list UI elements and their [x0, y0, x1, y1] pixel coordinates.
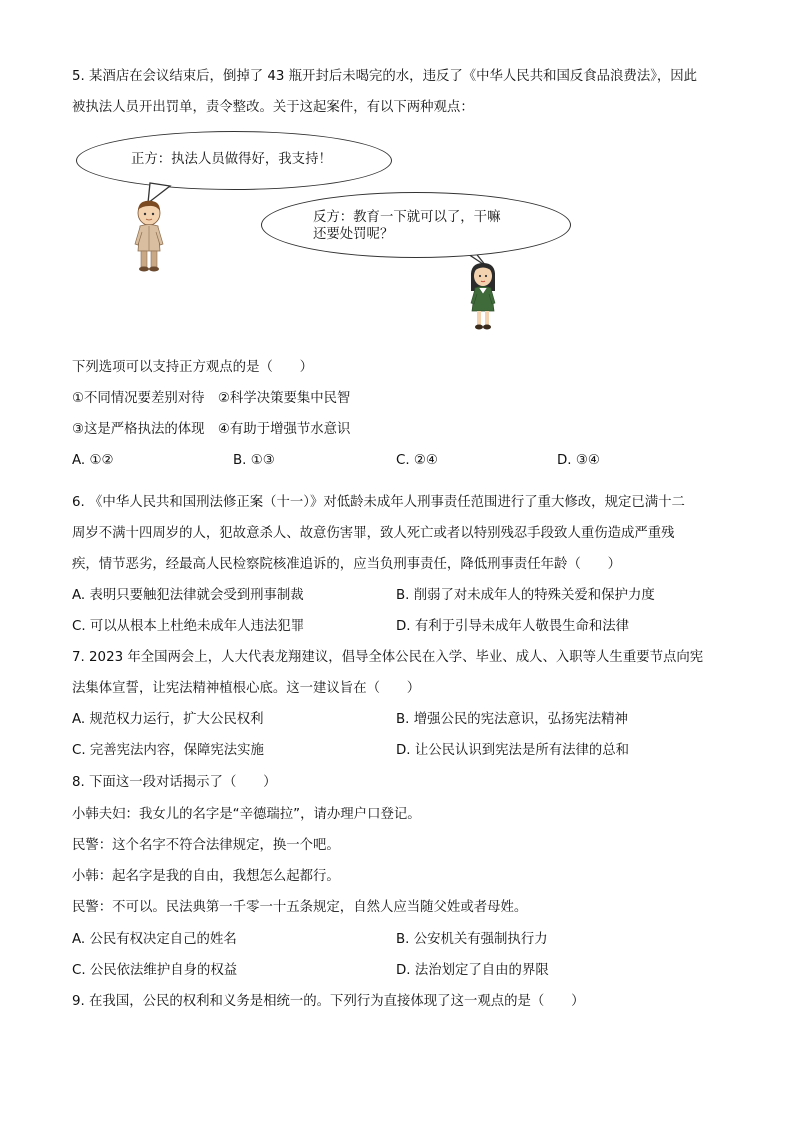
- q8-dialog-line: 民警：不可以。民法典第一千零一十五条规定，自然人应当随父姓或者母姓。: [72, 900, 528, 915]
- q6-stem-line1: 6. 《中华人民共和国刑法修正案（十一）》对低龄未成年人刑事责任范围进行了重大修改，规定已满十二: [72, 495, 685, 510]
- q5-option-d[interactable]: D. ③④: [557, 453, 600, 468]
- girl-illustration: [466, 261, 500, 333]
- q5-stem-line1: 5. 某酒店在会议结束后，倒掉了 43 瓶开封后未喝完的水，违反了《中华人民共和国反食品浪费法》，因此: [72, 69, 698, 84]
- q7-stem-line1: 7. 2023 年全国两会上，人大代表龙翔建议，倡导全体公民在入学、毕业、成人、入职等人生重要节点向宪: [72, 650, 704, 665]
- q8-dialog-line: 小韩夫妇：我女儿的名字是“辛德瑞拉”，请办理户口登记。: [72, 807, 421, 822]
- q5-option-b[interactable]: B. ①③: [233, 453, 275, 468]
- q6-option-a[interactable]: A. 表明只要触犯法律就会受到刑事制裁: [72, 588, 304, 603]
- boy-illustration: [129, 199, 169, 274]
- q7-stem-line2: 法集体宣誓，让宪法精神植根心底。这一建议旨在（ ）: [72, 681, 421, 696]
- bubble-con-text-line1: 反方：教育一下就可以了，干嘛: [313, 210, 501, 225]
- q6-stem-line3: 疾，情节恶劣，经最高人民检察院核准追诉的，应当负刑事责任，降低刑事责任年龄（ ）: [72, 557, 622, 572]
- q7-option-c[interactable]: C. 完善宪法内容，保障宪法实施: [72, 743, 264, 758]
- q7-option-d[interactable]: D. 让公民认识到宪法是所有法律的总和: [396, 743, 630, 758]
- q6-option-c[interactable]: C. 可以从根本上杜绝未成年人违法犯罪: [72, 619, 305, 634]
- q7-option-b[interactable]: B. 增强公民的宪法意识，弘扬宪法精神: [396, 712, 628, 727]
- q6-stem-line2: 周岁不满十四周岁的人，犯故意杀人、故意伤害罪，致人死亡或者以特别残忍手段致人重伤造成严重残: [72, 526, 675, 541]
- q5-items-line1: ①不同情况要差别对待 ②科学决策要集中民智: [72, 391, 351, 406]
- q6-option-d[interactable]: D. 有利于引导未成年人敬畏生命和法律: [396, 619, 630, 634]
- q5-option-a[interactable]: A. ①②: [72, 453, 114, 468]
- q5-option-c[interactable]: C. ②④: [396, 453, 438, 468]
- q8-option-a[interactable]: A. 公民有权决定自己的姓名: [72, 932, 237, 947]
- q5-question: 下列选项可以支持正方观点的是（ ）: [72, 360, 314, 375]
- q9-stem: 9. 在我国，公民的权利和义务是相统一的。下列行为直接体现了这一观点的是（ ）: [72, 994, 585, 1009]
- q8-dialog-line: 小韩：起名字是我的自由，我想怎么起都行。: [72, 869, 340, 884]
- q7-option-a[interactable]: A. 规范权力运行，扩大公民权利: [72, 712, 264, 727]
- q8-option-b[interactable]: B. 公安机关有强制执行力: [396, 932, 548, 947]
- q6-option-b[interactable]: B. 削弱了对未成年人的特殊关爱和保护力度: [396, 588, 655, 603]
- q5-stem-line2: 被执法人员开出罚单，责令整改。关于这起案件，有以下两种观点：: [72, 100, 474, 115]
- q5-items-line2: ③这是严格执法的体现 ④有助于增强节水意识: [72, 422, 351, 437]
- bubble-con-text-line2: 还要处罚呢？: [313, 227, 394, 242]
- bubble-pro-text: 正方：执法人员做得好，我支持！: [131, 152, 332, 167]
- q8-dialog-line: 民警：这个名字不符合法律规定，换一个吧。: [72, 838, 340, 853]
- q8-option-c[interactable]: C. 公民依法维护自身的权益: [72, 963, 238, 978]
- q8-stem: 8. 下面这一段对话揭示了（ ）: [72, 775, 277, 790]
- q8-option-d[interactable]: D. 法治划定了自由的界限: [396, 963, 549, 978]
